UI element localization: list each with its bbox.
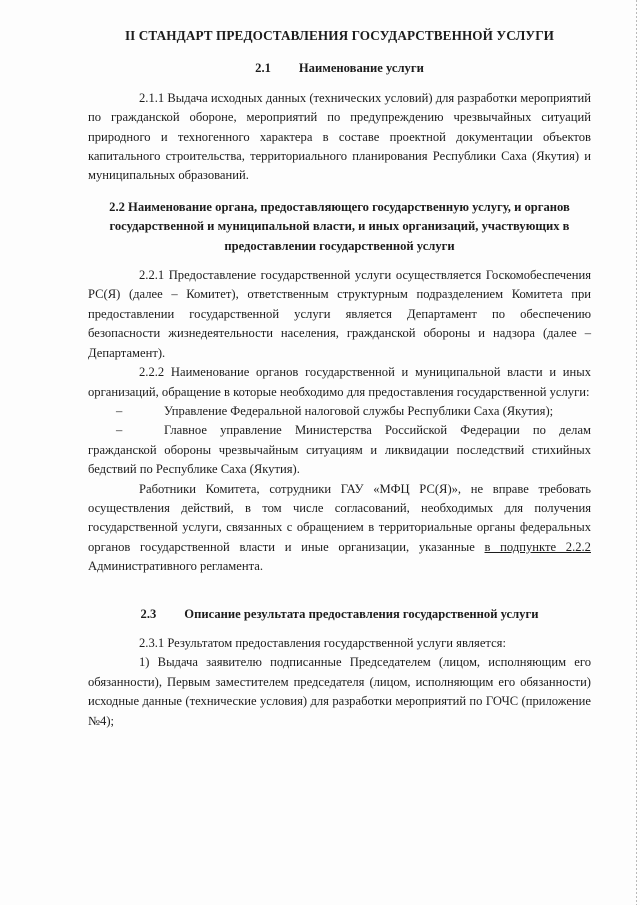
subpoint-reference-link[interactable]: в подпункте 2.2.2 bbox=[484, 539, 591, 554]
paragraph-2-1-1: 2.1.1 Выдача исходных данных (технических условий) для разработки мероприятий по гражданской обороне, мероприятий по предупреждению чрезвычайных ситуаций природного и техногенного характера в составе проектной документации объектов капитального строительства, территориального планирования Республики Саха (Якутия) и муниципальных образований. bbox=[88, 90, 591, 183]
subsection-number: 2.1 bbox=[255, 61, 271, 76]
paragraph-2-3-1: 2.3.1 Результатом предоставления государственной услуги является: bbox=[139, 635, 506, 650]
subsection-2-1-heading bbox=[88, 59, 591, 78]
paragraph-result-item-1: 1) Выдача заявителю подписанные Председателем (лицом, исполняющим его обязанности), Первым заместителем председателя (лицом, исполняющим его обязанности) исходные данные (технические условия) для разработки мероприятий по ГОЧС (приложение №4); bbox=[88, 655, 591, 728]
dash-marker: – bbox=[116, 403, 123, 418]
subsection-title: Описание результата предоставления государственной услуги bbox=[184, 606, 539, 621]
subsection-title: Наименование услуги bbox=[298, 61, 424, 76]
subsection-number: 2.3 bbox=[140, 606, 157, 621]
list-item-text: Управление Федеральной налоговой службы Республики Саха (Якутия); bbox=[164, 403, 554, 418]
scan-edge bbox=[636, 0, 637, 905]
subsection-2-3-heading bbox=[88, 605, 591, 624]
section-title: II СТАНДАРТ ПРЕДОСТАВЛЕНИЯ ГОСУДАРСТВЕННОЙ УСЛУГИ bbox=[124, 28, 555, 43]
paragraph-text-end: Административного регламента. bbox=[88, 559, 264, 574]
subsection-2-2-heading: 2.2 Наименование органа, предоставляющего государственную услугу, и органов государственной и муниципальной власти, и иных организаций, участвующих в предоставлении государственной услуги bbox=[109, 199, 570, 253]
list-item-text: Главное управление Министерства Российской Федерации по делам гражданской обороны чрезвычайным ситуациям и ликвидации последствий стихийных бедствий по Республике Саха (Якутия). bbox=[88, 423, 591, 477]
list-item bbox=[88, 402, 591, 421]
dash-marker: – bbox=[116, 423, 123, 438]
document-page bbox=[88, 26, 591, 731]
paragraph-employees bbox=[88, 480, 591, 577]
paragraph-text: Работники Комитета, сотрудники ГАУ «МФЦ РС(Я)», не вправе требовать осуществления действий, в том числе согласований, необходимых для получения государственной услуги, связанных с обращением в территориальные органы федеральных органов государственной власти и иные организации, указанные bbox=[88, 481, 591, 554]
paragraph-2-2-1: 2.2.1 Предоставление государственной услуги осуществляется Госкомобеспечения РС(Я) (далее – Комитет), ответственным структурным подразделением Комитета при предоставлении государственной услуги является Департамент по обеспечению безопасности жизнедеятельности населения, гражданской обороны и надзора (далее – Департамент). bbox=[88, 268, 591, 360]
list-item bbox=[88, 421, 591, 479]
paragraph-2-2-2: 2.2.2 Наименование органов государственной и муниципальной власти и иных организаций, обращение в которые необходимо для предоставления государственной услуги: bbox=[88, 365, 591, 399]
